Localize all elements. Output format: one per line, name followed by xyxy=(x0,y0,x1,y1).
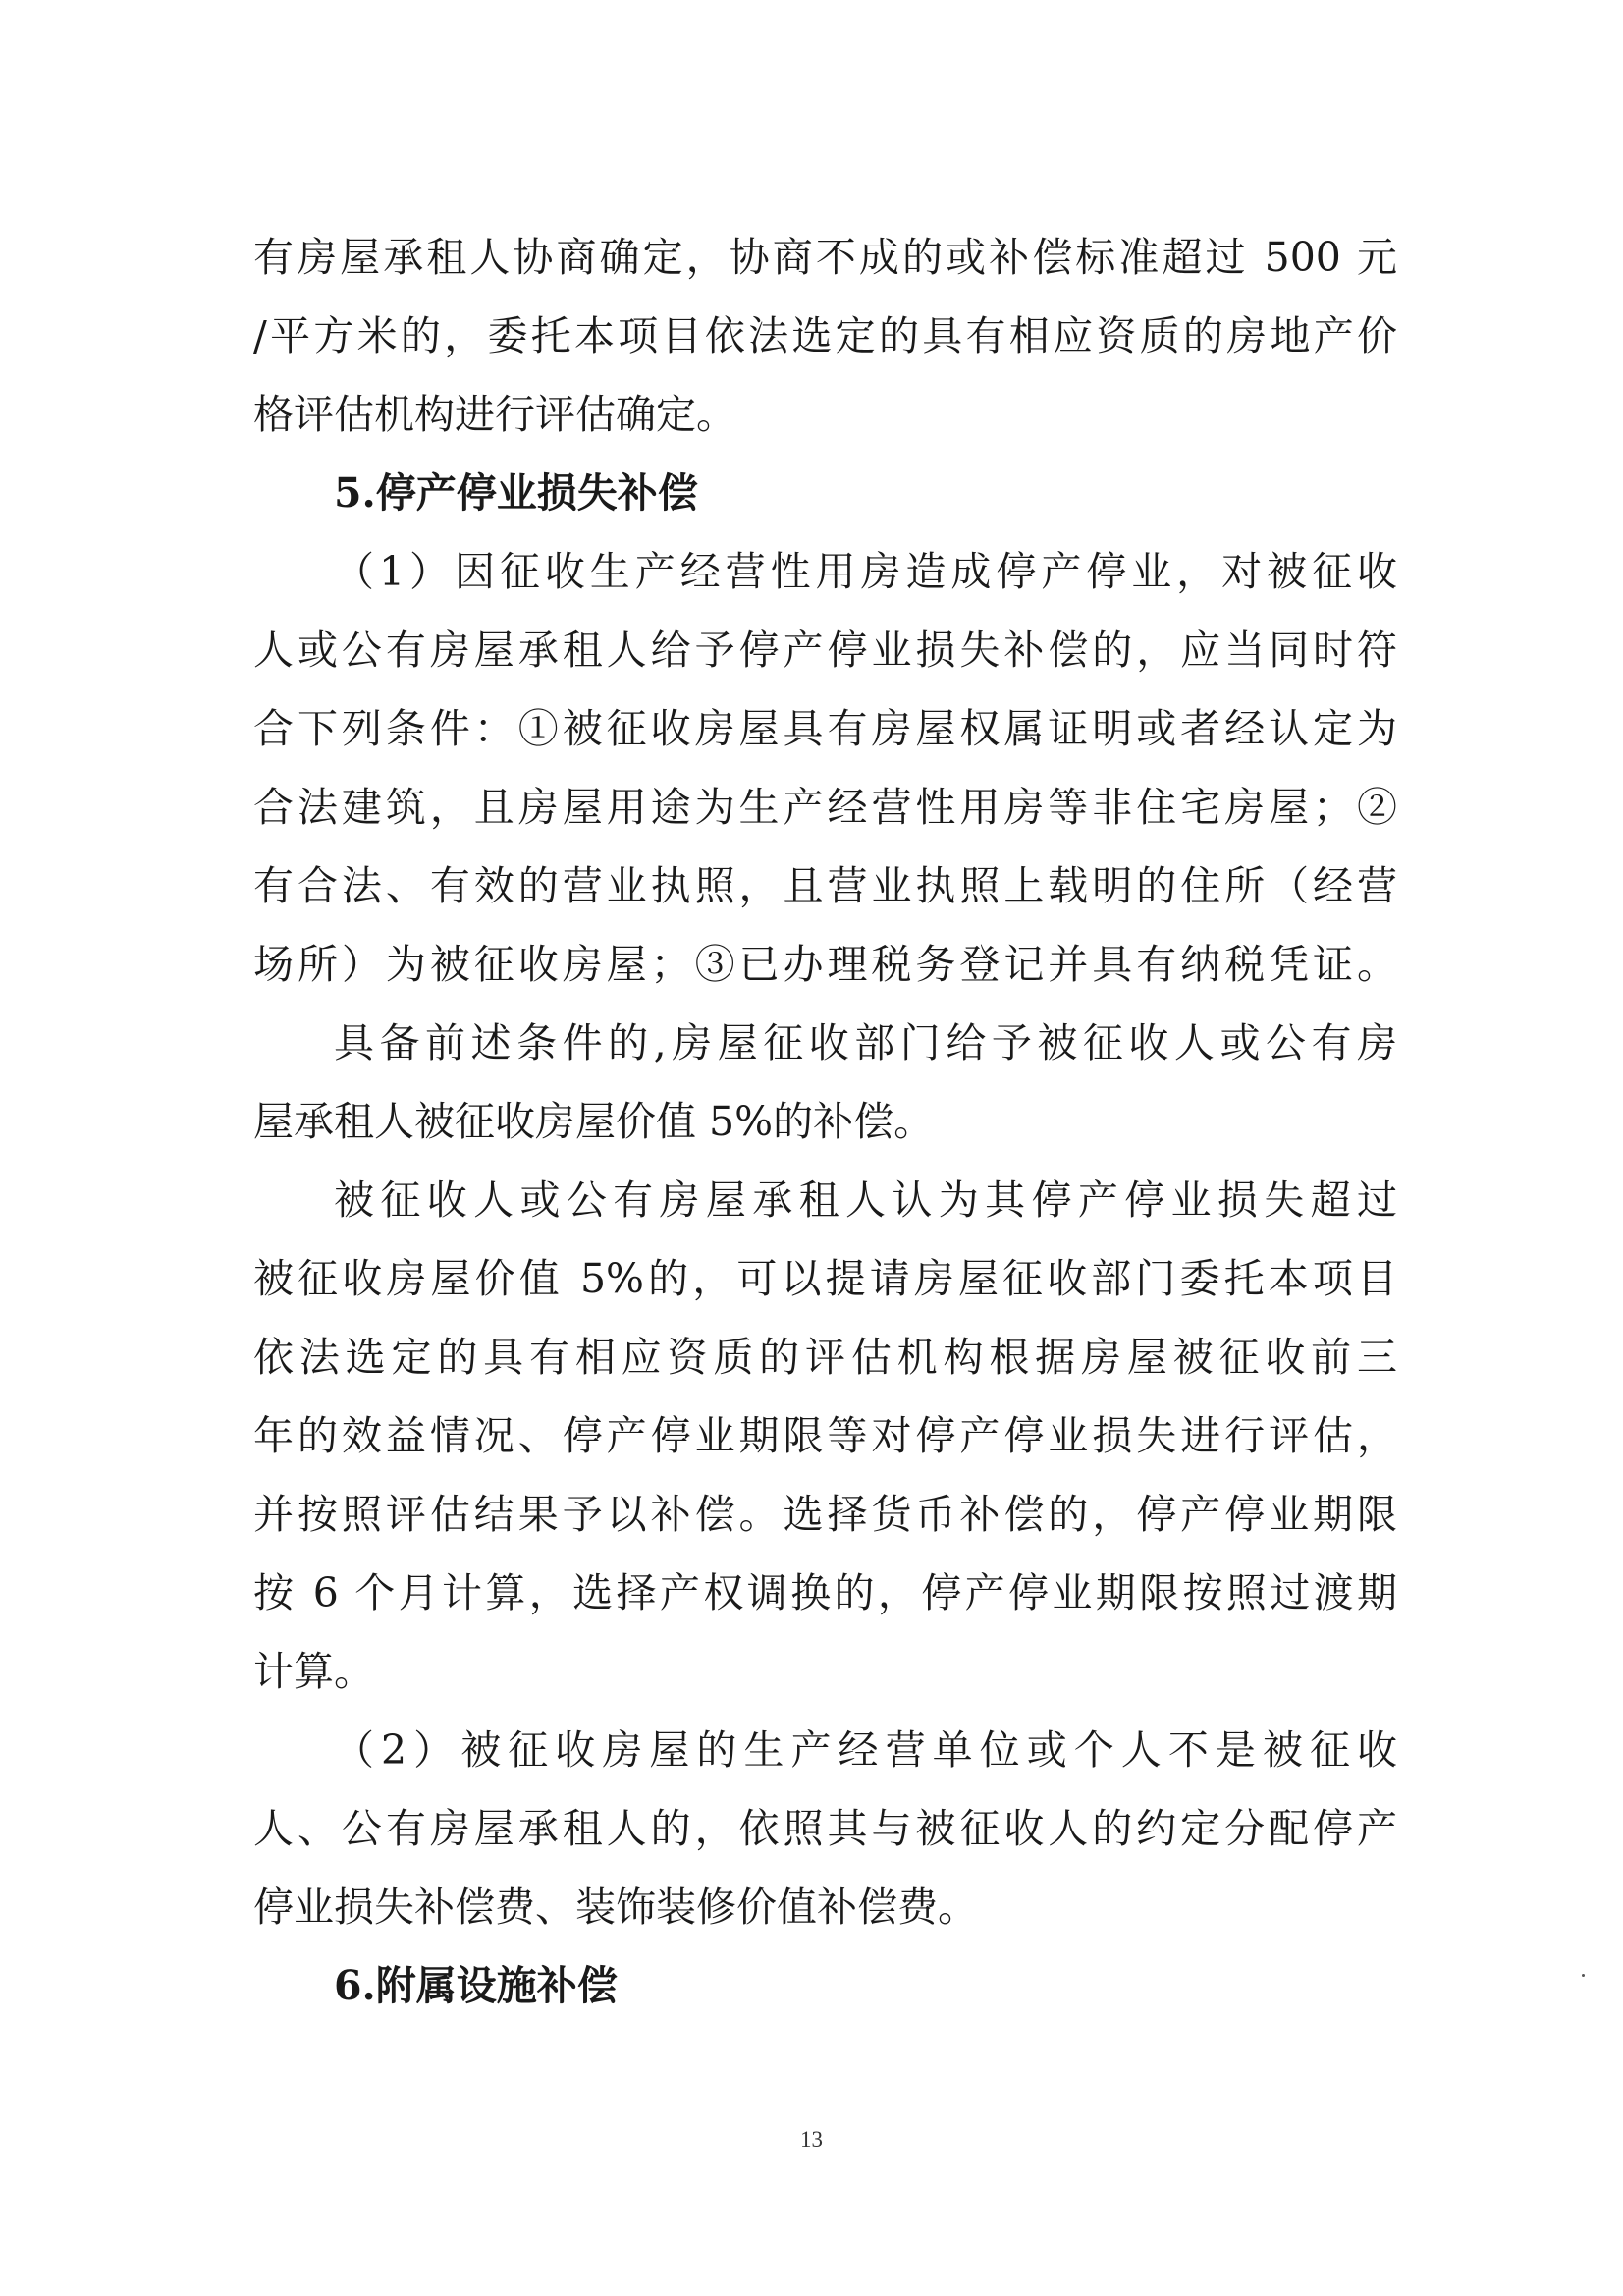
paragraph-line: 并按照评估结果予以补偿。选择货币补偿的，停产停业期限 xyxy=(253,1491,1397,1538)
page-number: 13 xyxy=(800,2127,823,2152)
paragraph-line: 合法建筑，且房屋用途为生产经营性用房等非住宅房屋；② xyxy=(253,784,1397,831)
paragraph-line: 计算。 xyxy=(253,1648,374,1695)
body-text xyxy=(253,218,1397,2025)
paragraph-line: 年的效益情况、停产停业期限等对停产停业损失进行评估， xyxy=(253,1412,1397,1459)
section-heading-6: 6.附属设施补偿 xyxy=(334,1962,618,2009)
scan-speck xyxy=(1582,1974,1585,1977)
paragraph-line: 停业损失补偿费、装饰装修价值补偿费。 xyxy=(253,1884,978,1931)
paragraph-line: 屋承租人被征收房屋价值 5%的补偿。 xyxy=(253,1098,935,1145)
paragraph-line: 依法选定的具有相应资质的评估机构根据房屋被征收前三 xyxy=(253,1334,1397,1381)
paragraph-line: 场所）为被征收房屋；③已办理税务登记并具有纳税凭证。 xyxy=(253,941,1397,988)
paragraph-line: 人、公有房屋承租人的，依照其与被征收人的约定分配停产 xyxy=(253,1805,1397,1852)
paragraph-line: 人或公有房屋承租人给予停产停业损失补偿的，应当同时符 xyxy=(253,627,1397,674)
paragraph-line: 有合法、有效的营业执照，且营业执照上载明的住所（经营 xyxy=(253,862,1397,909)
paragraph-line: 具备前述条件的,房屋征收部门给予被征收人或公有房 xyxy=(334,1019,1397,1066)
section-heading-5: 5.停产停业损失补偿 xyxy=(334,469,698,517)
paragraph-line: 有房屋承租人协商确定，协商不成的或补偿标准超过 500 元 xyxy=(253,234,1397,281)
paragraph-line: （2）被征收房屋的生产经营单位或个人不是被征收 xyxy=(334,1726,1397,1774)
paragraph-line: 被征收人或公有房屋承租人认为其停产停业损失超过 xyxy=(334,1176,1397,1224)
paragraph-line: 被征收房屋价值 5%的，可以提请房屋征收部门委托本项目 xyxy=(253,1255,1397,1302)
paragraph-line: （1）因征收生产经营性用房造成停产停业，对被征收 xyxy=(334,548,1397,595)
paragraph-line: 按 6 个月计算，选择产权调换的，停产停业期限按照过渡期 xyxy=(253,1569,1397,1616)
paragraph-line: /平方米的，委托本项目依法选定的具有相应资质的房地产价 xyxy=(253,312,1397,359)
paragraph-line: 格评估机构进行评估确定。 xyxy=(253,391,736,438)
paragraph-line: 合下列条件：①被征收房屋具有房屋权属证明或者经认定为 xyxy=(253,705,1397,752)
